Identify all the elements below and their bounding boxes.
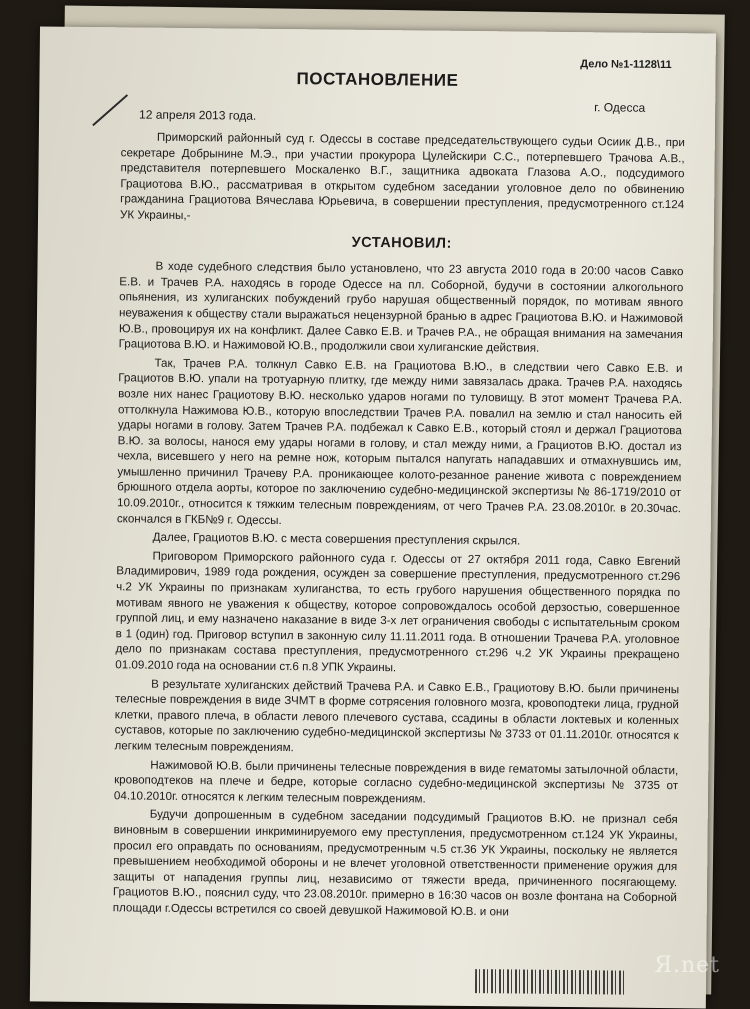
document-date: 12 апреля 2013 года.: [139, 107, 257, 123]
document-body: [113, 129, 685, 924]
intro-paragraph: Приморский районный суд г. Одессы в составе председательствующего судьи Осиик Д.В., при секретаре Добрынине М.Э., при участии прокурора Цулейскири С.С., потерпевшего Трачова А.В., представителя потерпевшего Москаленко В.Г., защитника адвоката Глазова А.О., подсудимого Грациотова В.Ю., рассматривая в открытом судебном заседании уголовное дело по обвинению гражданина Грациотова Вячеслава Юрьевича, в совершении преступления, предусмотренного ст.124 УК Украины,-: [119, 130, 685, 223]
paragraph: Так, Трачев Р.А. толкнул Савко Е.В. на Грациотова В.Ю., в следствии чего Савко Е.В. и Грациотов В.Ю. упали на тротуарную плитку, где между ними завязалась драка. Трачев Р.А. находясь возле них нанес Грациотову В.Ю. несколько ударов ногами по туловищу. В этот момент Трачева Р.А. оттолкнула Нажимова Ю.В., которую впоследствии Трачев Р.А. повалил на землю и стал наносить ей удары ногами в голову. Затем Трачев Р.А. подбежал к Савко Е.В., который стоял и держал Грациотова В.Ю. за волосы, нанося ему удары ногами в голову, и стал между ними, а Грациотов В.Ю. достал из чехла, висевшего у него на ремне нож, которым пытался напугать нападавших и отмахнувшись им, умышленно причинил Трачеву Р.А. проникающее колото-резанное ранение живота с повреждением брюшного отдела аорты, которое по заключению судебно-медицинской экспертизы № 86-1719/2010 от 10.09.2010г., относится к тяжким телесным повреждениям, от чего Трачев Р.А. 23.08.2010г. в 20.30час. скончался в ГКБ№9 г. Одессы.: [116, 356, 683, 527]
section-heading: УСТАНОВИЛ:: [351, 234, 452, 252]
city: г. Одесса: [594, 100, 646, 115]
paragraph: Далее, Грациотов В.Ю. с места совершения преступления скрылся.: [152, 530, 521, 548]
case-number: Дело №1-1128\11: [580, 58, 672, 72]
site-watermark: Я.net: [654, 953, 720, 978]
document-title: ПОСТАНОВЛЕНИЕ: [296, 69, 459, 90]
barcode: [475, 969, 625, 995]
paragraph: Нажимовой Ю.В. были причинены телесные повреждения в виде гематомы затылочной области, кровоподтеков на плече и бедре, которые согласно судебно-медицинской экспертизы № 3735 от 04.10.2010г. относятся к легким телесным повреждениям.: [113, 758, 679, 806]
paragraph: Приговором Приморского районного суда г. Одессы от 27 октября 2011 года, Савко Евгений Владимирович, 1989 года рождения, осужден за совершение преступления, предусмотренного ст.296 ч.2 УК Украины по признакам хулиганства, то есть грубого нарушения общественного порядка по мотивам явного не уважения к обществу, которое сопровождалось особой дерзостью, совершенное группой лиц, и ему назначено наказание в виде 3-х лет ограничения свободы с испытательным сроком в 1 (один) год. Приговор вступил в законную силу 11.11.2011 года. В отношении Трачева Р.А. уголовное дело по признакам состава преступления, предусмотренного ст.296 ч.2 УК Украины прекращено 01.09.2010 года на основании ст.6 п.8 УПК Украины.: [115, 549, 681, 675]
paragraph: Будучи допрошенным в судебном заседании подсудимый Грациотов В.Ю. не признал себя виновным в совершении инкриминируемого ему преступления, предусмотренном ст.124 УК Украины, просил его оправдать по основаниям, предусмотренным ч.5 ст.36 УК Украины, поскольку не является превышением необходимой обороны и не влечет уголовной ответственности применение оружия для защиты от нападения группы лиц, независимо от тяжести вреда, причиненного посягающему. Грациотов В.Ю., пояснил суду, что 23.08.2010г. примерно в 16:30 часов он возле фонтана на Соборной площади г.Одессы встретился со своей девушкой Нажимовой Ю.В. и они: [112, 807, 678, 919]
paragraph: В результате хулиганских действий Трачева Р.А. и Савко Е.В., Грациотову В.Ю. были причинены телесные повреждения в виде ЗЧМТ в форме сотрясения головного мозга, кровоподтеки лица, грудной клетки, правого плеча, в области левого плечевого сустава, ссадины в области локтевых и коленных суставов, которые по заключению судебно-медицинской экспертизы № 3733 от 01.11.2010г. относятся к легким телесным повреждениям.: [114, 677, 680, 755]
pen-mark: [92, 94, 128, 126]
document-page: [30, 26, 716, 1008]
paragraph: В ходе судебного следствия было установлено, что 23 августа 2010 года в 20:00 часов Савко Е.В. и Трачев Р.А. находясь в городе Одессе на пл. Соборной, будучи в состоянии алкогольного опьянения, из хулиганских побуждений грубо нарушая общественный порядок, по мотивам явного неуважения к обществу стали выражаться нецензурной бранью в адрес Грациотова В.Ю. и Нажимовой Ю.В., провоцируя их на конфликт. Далее Савко Е.В. и Трачев Р.А., не обращая внимания на замечания Грациотова В.Ю. и Нажимовой Ю.В., продолжили свои хулиганские действия.: [118, 259, 684, 355]
